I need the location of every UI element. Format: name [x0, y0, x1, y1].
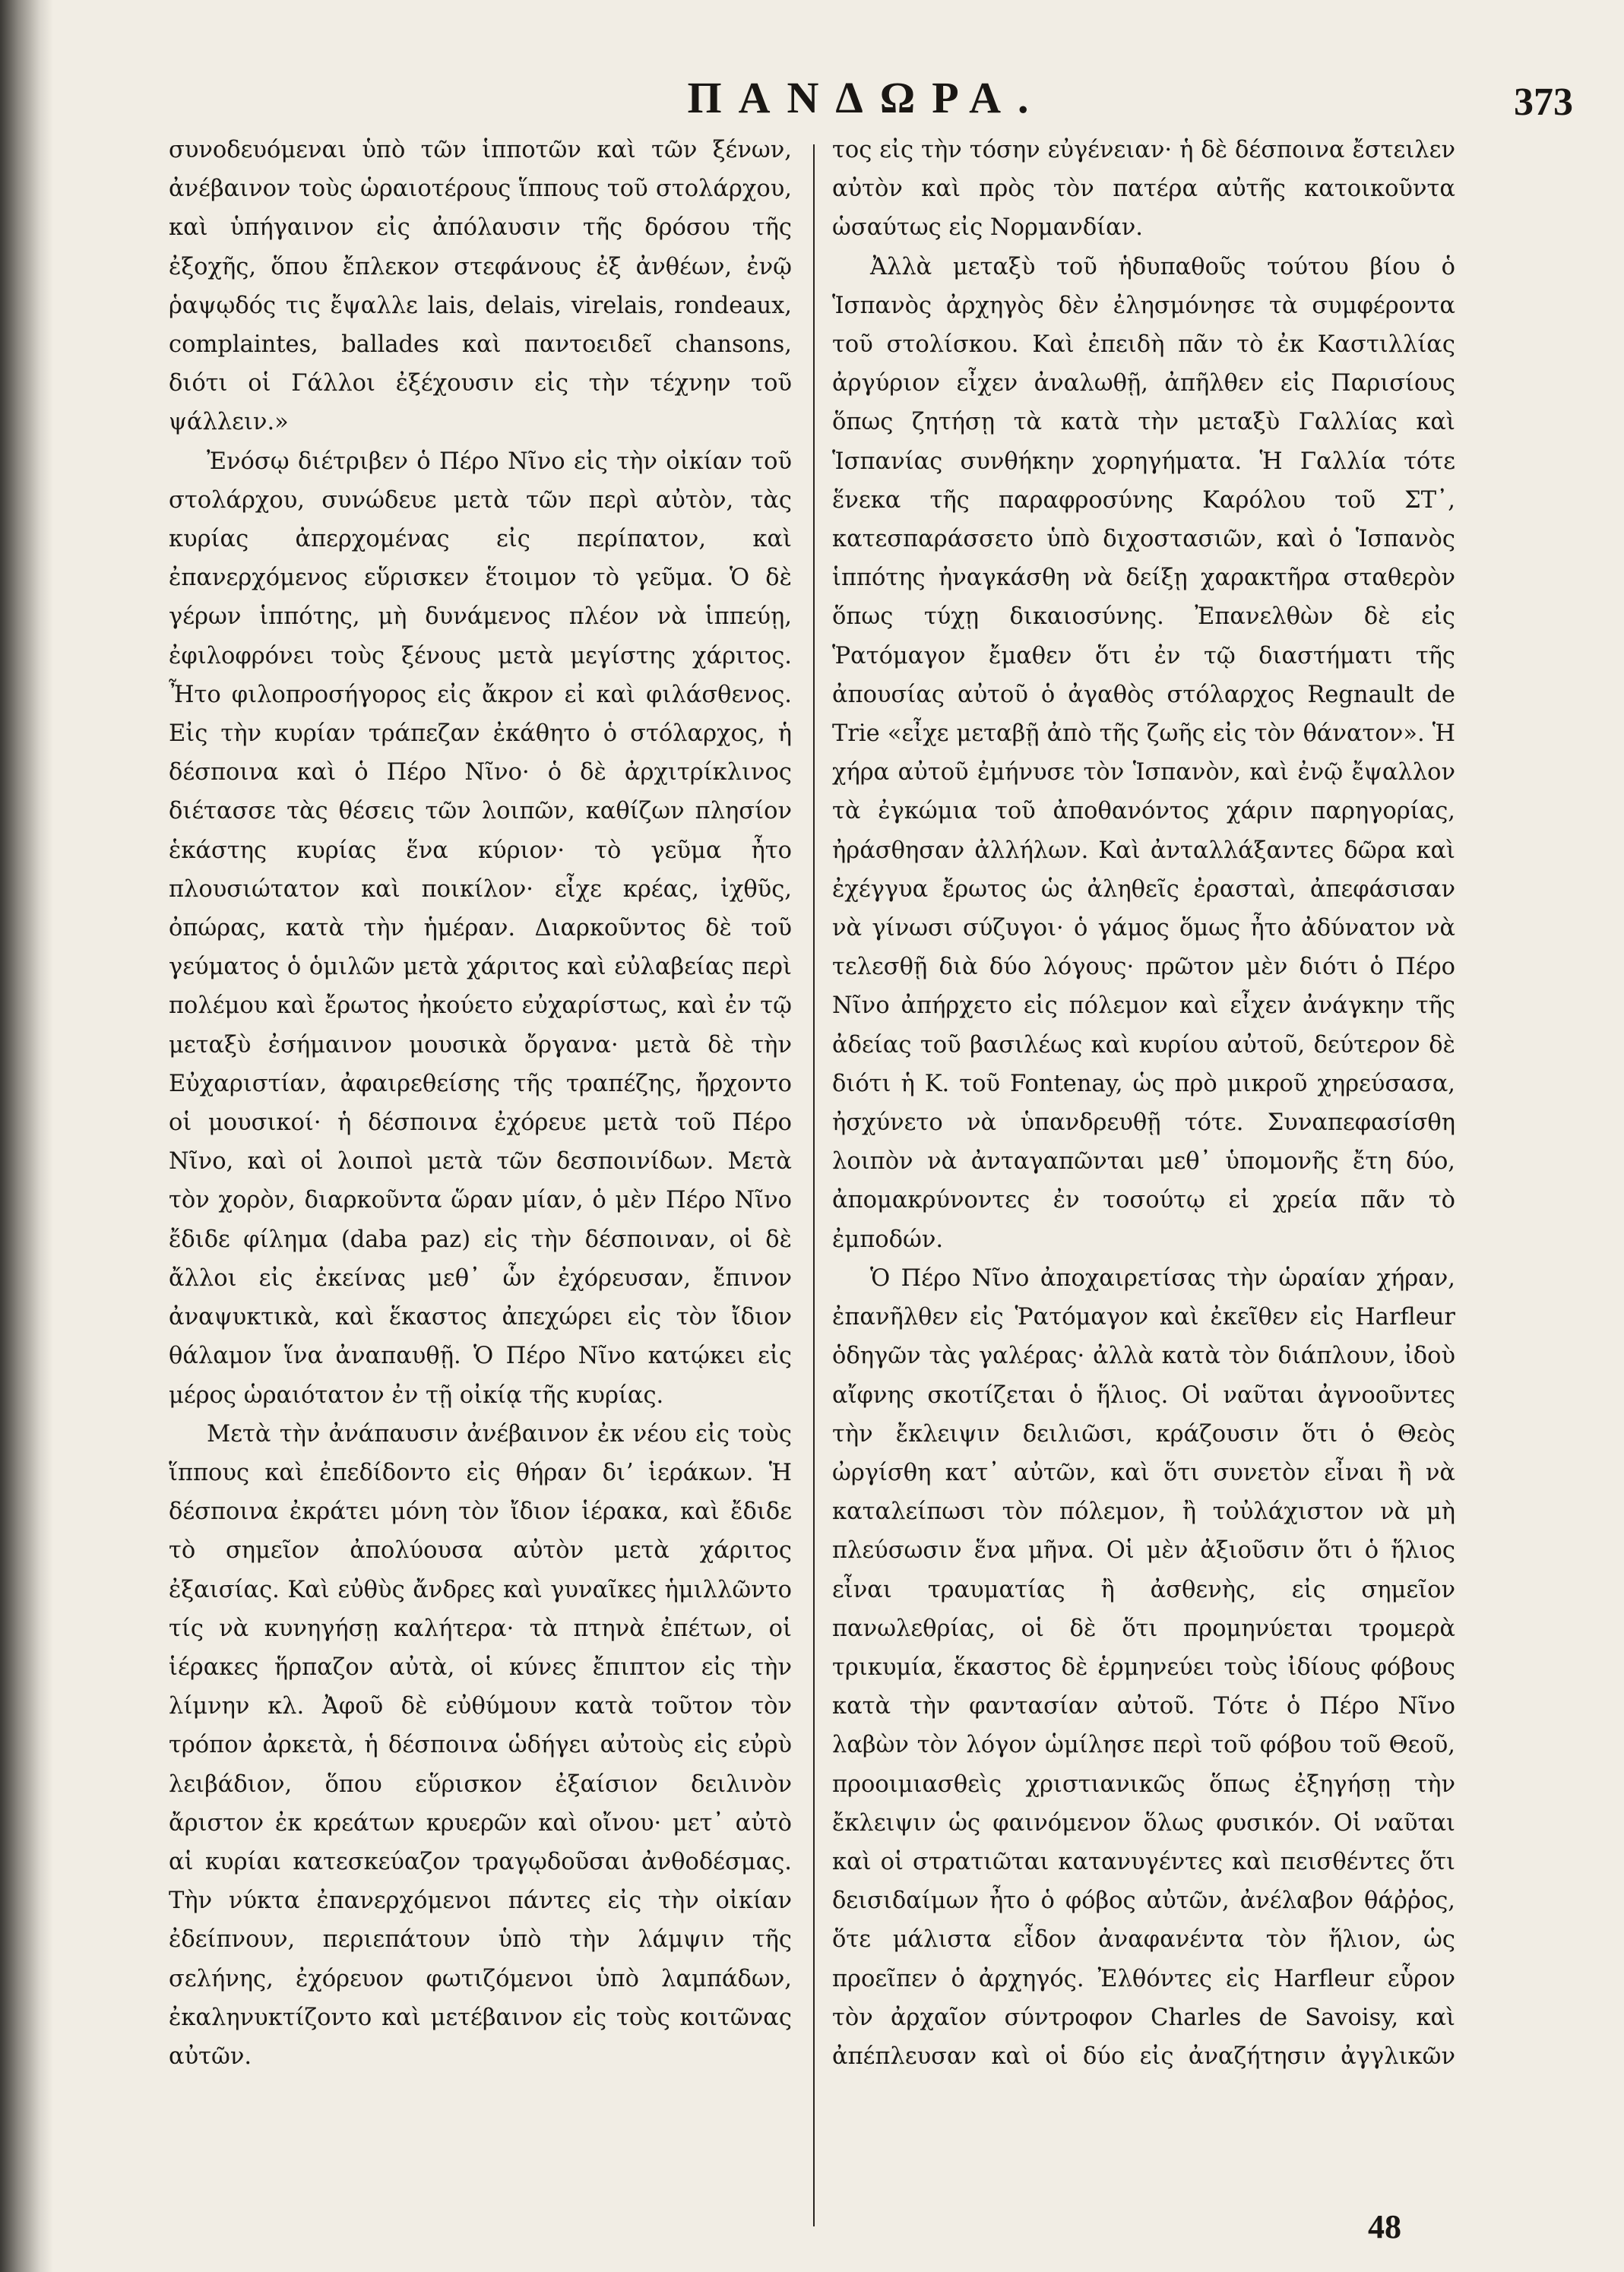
left-column — [169, 131, 792, 2076]
paragraph: Ὁ Πέρο Νῖνο ἀποχαιρετίσας τὴν ὡραίαν χήραν, ἐπανῆλθεν εἰς Ῥατόμαγον καὶ ἐκεῖθεν εἰς Harfleur ὁδηγῶν τὰς γαλέρας· ἀλλὰ κατὰ τὸν διάπλουν, ἰδοὺ αἴφνης σκοτίζεται ὁ ἥλιος. Οἱ ναῦται ἀγνοοῦντες τὴν ἔκλειψιν δειλιῶσι, κράζουσιν ὅτι ὁ Θεὸς ὠργίσθη κατ᾽ αὐτῶν, καὶ ὅτι συνετὸν εἶναι ἢ νὰ καταλείπωσι τὸν πόλεμον, ἢ τοὐλάχιστον νὰ μὴ πλεύσωσιν ἕνα μῆνα. Οἱ μὲν ἀξιοῦσιν ὅτι ὁ ἥλιος εἶναι τραυματίας ἢ ἀσθενὴς, εἰς σημεῖον πανωλεθρίας, οἱ δὲ ὅτι προμηνύεται τρομερὰ τρικυμία, ἕκαστος δὲ ἑρμηνεύει τοὺς ἰδίους φόβους κατὰ τὴν φαντασίαν αὐτοῦ. Τότε ὁ Πέρο Νῖνο λαβὼν τὸν λόγον ὡμίλησε περὶ τοῦ φόβου τοῦ Θεοῦ, προοιμιασθεὶς χριστιανικῶς ὅπως ἐξηγήσῃ τὴν ἔκλειψιν ὡς φαινόμενον ὅλως φυσικόν. Οἱ ναῦται καὶ οἱ στρατιῶται κατανυγέντες καὶ πεισθέντες ὅτι δεισιδαίμων ἦτο ὁ φόβος αὐτῶν, ἀνέλαβον θάῤῥος, ὅτε μάλιστα εἶδον ἀναφανέντα τὸν ἥλιον, ὡς προεῖπεν ὁ ἀρχηγός. Ἐλθόντες εἰς Harfleur εὗρον τὸν ἀρχαῖον σύντροφον Charles de Savoisy, καὶ ἀπέπλευσαν καὶ οἱ δύο εἰς ἀναζήτησιν ἀγγλικῶν — [832, 1264, 1455, 2070]
right-column — [832, 131, 1455, 2076]
paragraph: συνοδευόμεναι ὑπὸ τῶν ἱπποτῶν καὶ τῶν ξένων, ἀνέβαινον τοὺς ὡραιοτέρους ἵππους τοῦ στολάρχου, καὶ ὑπήγαινον εἰς ἀπόλαυσιν τῆς δρόσου τῆς ἐξοχῆς, ὅπου ἔπλεκον στεφάνους ἐξ ἀνθέων, ἐνῷ ῥαψῳδός τις ἔψαλλε lais, delais, virelais, rondeaux, complaintes, ballades καὶ παντοειδεῖ chansons, διότι οἱ Γάλλοι ἐξέχουσιν εἰς τὴν τέχνην τοῦ ψάλλειν.» — [169, 137, 792, 436]
paragraph: Μετὰ τὴν ἀνάπαυσιν ἀνέβαινον ἐκ νέου εἰς τοὺς ἵππους καὶ ἐπεδίδοντο εἰς θήραν διʼ ἱεράκων. Ἡ δέσποινα ἐκράτει μόνη τὸν ἴδιον ἱέρακα, καὶ ἔδιδε τὸ σημεῖον ἀπολύουσα αὐτὸν μετὰ χάριτος ἐξαισίας. Καὶ εὐθὺς ἄνδρες καὶ γυναῖκες ἡμιλλῶντο τίς νὰ κυνηγήσῃ καλήτερα· τὰ πτηνὰ ἐπέτων, οἱ ἱέρακες ἥρπαζον αὐτὰ, οἱ κύνες ἔπιπτον εἰς τὴν λίμνην κλ. Ἀφοῦ δὲ εὐθύμουν κατὰ τοῦτον τὸν τρόπον ἀρκετὰ, ἡ δέσποινα ὡδήγει αὐτοὺς εἰς εὐρὺ λειβάδιον, ὅπου εὕρισκον ἐξαίσιον δειλινὸν ἄριστον ἐκ κρεάτων κρυερῶν καὶ οἴνου· μετ᾽ αὐτὸ αἱ κυρίαι κατεσκεύαζον τραγῳδοῦσαι ἀνθοδέσμας. Τὴν νύκτα ἐπανερχόμενοι πάντες εἰς τὴν οἰκίαν ἐδείπνουν, περιεπάτουν ὑπὸ τὴν λάμψιν τῆς σελήνης, ἐχόρευον φωτιζόμενοι ὑπὸ λαμπάδων, ἐκαληνυκτίζοντο καὶ μετέβαινον εἰς τοὺς κοιτῶνας αὐτῶν. — [169, 1420, 792, 2070]
paragraph: Ἀλλὰ μεταξὺ τοῦ ἡδυπαθοῦς τούτου βίου ὁ Ἱσπανὸς ἀρχηγὸς δὲν ἐλησμόνησε τὰ συμφέροντα τοῦ στολίσκου. Καὶ ἐπειδὴ πᾶν τὸ ἐκ Καστιλλίας ἀργύριον εἶχεν ἀναλωθῇ, ἀπῆλθεν εἰς Παρισίους ὅπως ζητήσῃ τὰ κατὰ τὴν μεταξὺ Γαλλίας καὶ Ἱσπανίας συνθήκην χορηγήματα. Ἡ Γαλλία τότε ἕνεκα τῆς παραφροσύνης Καρόλου τοῦ ΣΤ᾽, κατεσπαράσσετο ὑπὸ διχοστασιῶν, καὶ ὁ Ἱσπανὸς ἱππότης ἠναγκάσθη νὰ δείξῃ χαρακτῆρα σταθερὸν ὅπως τύχῃ δικαιοσύνης. Ἐπανελθὼν δὲ εἰς Ῥατόμαγον ἔμαθεν ὅτι ἐν τῷ διαστήματι τῆς ἀπουσίας αὐτοῦ ὁ ἀγαθὸς στόλαρχος Regnault de Trie «εἶχε μεταβῇ ἀπὸ τῆς ζωῆς εἰς τὸν θάνατον». Ἡ χήρα αὐτοῦ ἐμήνυσε τὸν Ἱσπανὸν, καὶ ἐνῷ ἔψαλλον τὰ ἐγκώμια τοῦ ἀποθανόντος χάριν παρηγορίας, ἠράσθησαν ἀλλήλων. Καὶ ἀνταλλάξαντες δῶρα καὶ ἐχέγγυα ἔρωτος ὡς ἀληθεῖς ἐρασταὶ, ἀπεφάσισαν νὰ γίνωσι σύζυγοι· ὁ γάμος ὅμως ἦτο ἀδύνατον νὰ τελεσθῇ διὰ δύο λόγους· πρῶτον μὲν διότι ὁ Πέρο Νῖνο ἀπήρχετο εἰς πόλεμον καὶ εἶχεν ἀνάγκην τῆς ἀδείας τοῦ βασιλέως καὶ κυρίου αὐτοῦ, δεύτερον δὲ διότι ἡ Κ. τοῦ Fontenay, ὡς πρὸ μικροῦ χηρεύσασα, ἠσχύνετο νὰ ὑπανδρευθῇ τότε. Συναπεφασίσθη λοιπὸν νὰ ἀνταγαπῶνται μεθ᾽ ὑπομονῆς ἔτη δύο, ἀπομακρύνοντες ἐν τοσούτῳ εἰ χρεία πᾶν τὸ ἐμποδών. — [832, 253, 1455, 1253]
page-header — [160, 72, 1573, 133]
paragraph: Ἐνόσῳ διέτριβεν ὁ Πέρο Νῖνο εἰς τὴν οἰκίαν τοῦ στολάρχου, συνώδευε μετὰ τῶν περὶ αὐτὸν, τὰς κυρίας ἀπερχομένας εἰς περίπατον, καὶ ἐπανερχόμενος εὕρισκεν ἕτοιμον τὸ γεῦμα. Ὁ δὲ γέρων ἱππότης, μὴ δυνάμενος πλέον νὰ ἱππεύῃ, ἐφιλοφρόνει τοὺς ξένους μετὰ μεγίστης χάριτος. Ἦτο φιλοπροσήγορος εἰς ἄκρον εἰ καὶ φιλάσθενος. Εἰς τὴν κυρίαν τράπεζαν ἐκάθητο ὁ στόλαρχος, ἡ δέσποινα καὶ ὁ Πέρο Νῖνο· ὁ δὲ ἀρχιτρίκλινος διέτασσε τὰς θέσεις τῶν λοιπῶν, καθίζων πλησίον ἑκάστης κυρίας ἕνα κύριον· τὸ γεῦμα ἦτο πλουσιώτατον καὶ ποικίλον· εἶχε κρέας, ἰχθῦς, ὀπώρας, κατὰ τὴν ἡμέραν. Διαρκοῦντος δὲ τοῦ γεύματος ὁ ὁμιλῶν μετὰ χάριτος καὶ εὐλαβείας περὶ πολέμου καὶ ἔρωτος ἠκούετο εὐχαρίστως, καὶ ἐν τῷ μεταξὺ ἐσήμαινον μουσικὰ ὄργανα· μετὰ δὲ τὴν Εὐχαριστίαν, ἀφαιρεθείσης τῆς τραπέζης, ἤρχοντο οἱ μουσικοί· ἡ δέσποινα ἐχόρευε μετὰ τοῦ Πέρο Νῖνο, καὶ οἱ λοιποὶ μετὰ τῶν δεσποινίδων. Μετὰ τὸν χορὸν, διαρκοῦντα ὥραν μίαν, ὁ μὲν Πέρο Νῖνο ἔδιδε φίλημα (daba paz) εἰς τὴν δέσποιναν, οἱ δὲ ἄλλοι εἰς ἐκείνας μεθ᾽ ὧν ἐχόρευσαν, ἔπινον ἀναψυκτικὰ, καὶ ἕκαστος ἀπεχώρει εἰς τὸν ἴδιον θάλαμον ἵνα ἀναπαυθῇ. Ὁ Πέρο Νῖνο κατῴκει εἰς μέρος ὡραιότατον ἐν τῇ οἰκίᾳ τῆς κυρίας. — [169, 448, 792, 1409]
binding-shadow — [0, 0, 53, 2272]
page-number: 373 — [1514, 81, 1573, 124]
signature-mark: 48 — [1368, 2208, 1401, 2245]
column-divider — [813, 144, 815, 2226]
running-title: ΠΑΝΔΩΡΑ. — [687, 73, 1046, 122]
paragraph: τος εἰς τὴν τόσην εὐγένειαν· ἡ δὲ δέσποινα ἔστειλεν αὐτὸν καὶ πρὸς τὸν πατέρα αὐτῆς κατοικοῦντα ὡσαύτως εἰς Νορμανδίαν. — [832, 137, 1455, 242]
